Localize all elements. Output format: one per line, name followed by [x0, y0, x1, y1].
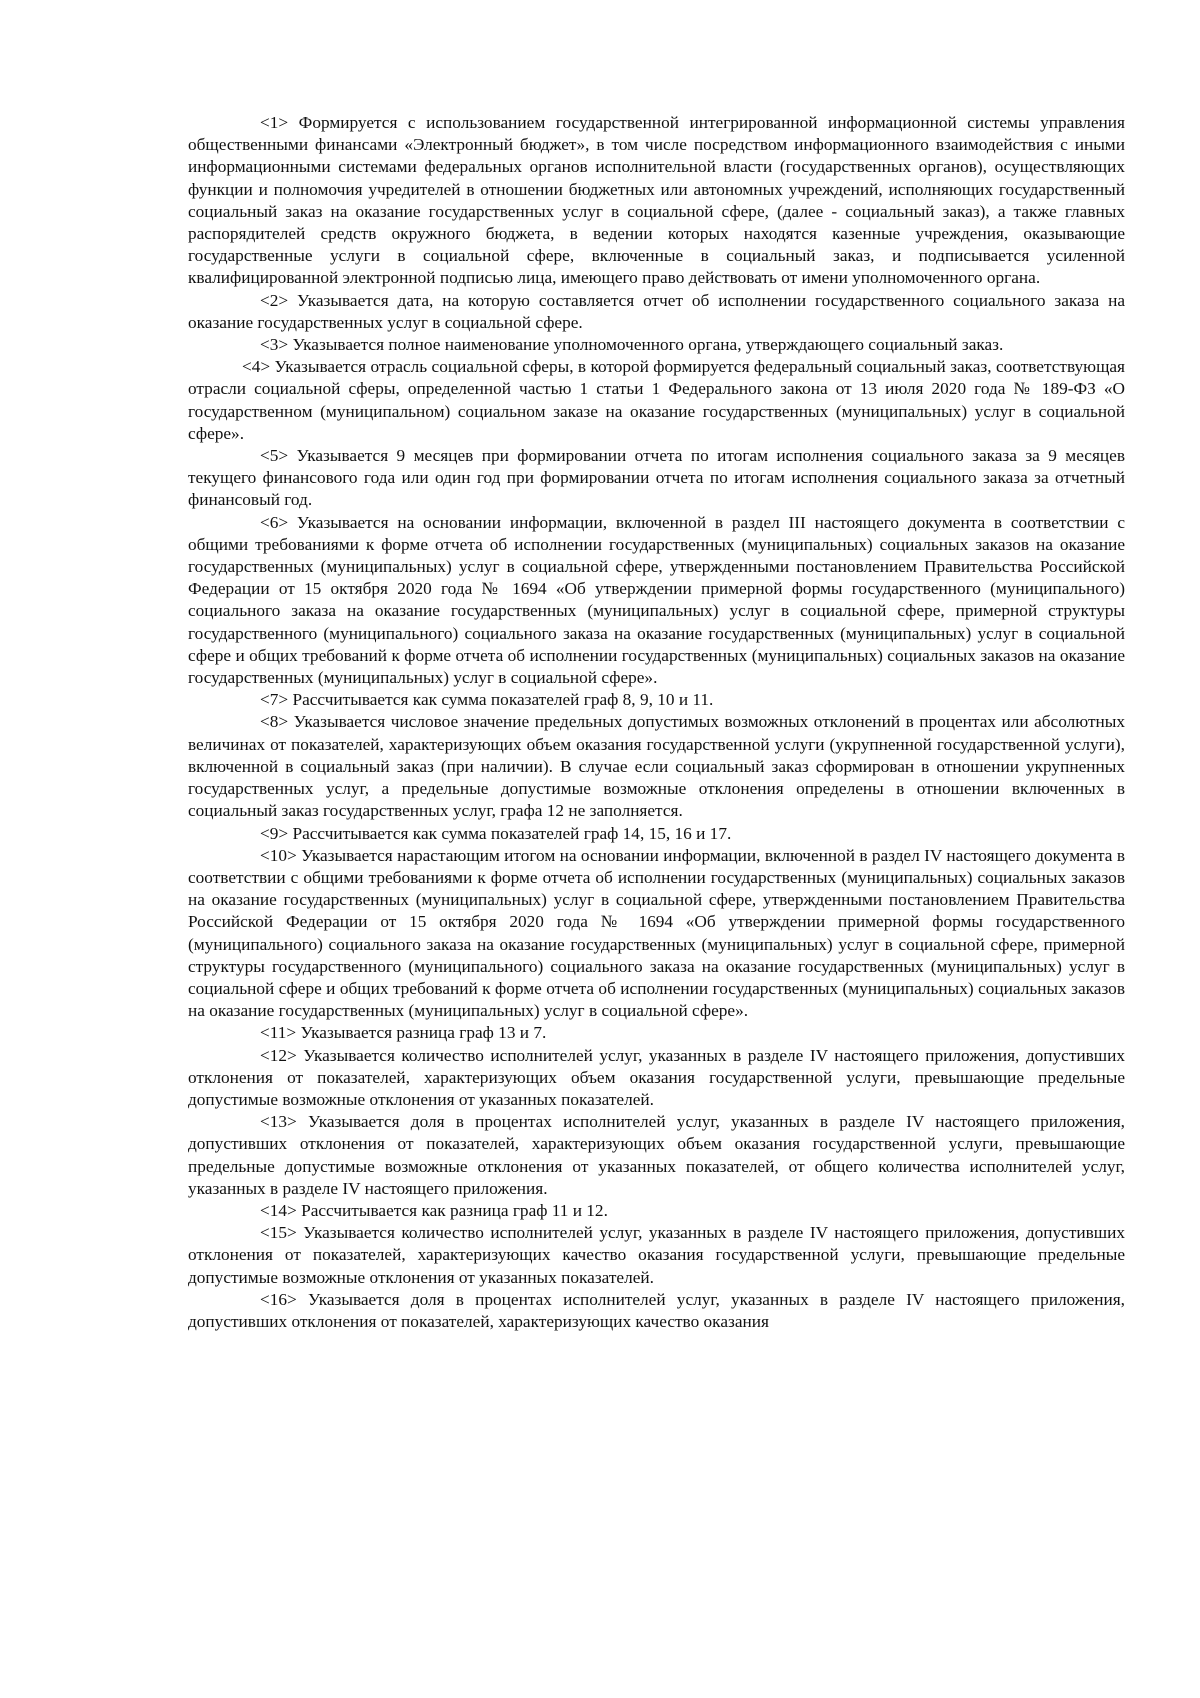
footnote-10: <10> Указывается нарастающим итогом на основании информации, включенной в раздел IV настоящего документа в соответствии с общими требованиями к форме отчета об исполнении государственных (муниципальных) социальных заказов на оказание государственных (муниципальных) услуг в социальной сфере, утвержденными постановлением Правительства Российской Федерации от 15 октября 2020 года № 1694 «Об утверждении примерной формы государственного (муниципального) социального заказа на оказание государственных (муниципальных) услуг в социальной сфере, примерной структуры государственного (муниципального) социального заказа на оказание государственных (муниципальных) услуг в социальной сфере и общих требований к форме отчета об исполнении государственных (муниципальных) социальных заказов на оказание государственных (муниципальных) услуг в социальной сфере». — [188, 845, 1125, 1021]
footnote-3: <3> Указывается полное наименование уполномоченного органа, утверждающего социальный заказ. — [260, 335, 1004, 355]
footnote-16: <16> Указывается доля в процентах исполнителей услуг, указанных в разделе IV настоящего приложения, допустивших отклонения от показателей, характеризующих качество оказания — [188, 1289, 1125, 1331]
footnote-9: <9> Рассчитывается как сумма показателей граф 14, 15, 16 и 17. — [260, 823, 732, 843]
footnote-7: <7> Рассчитывается как сумма показателей граф 8, 9, 10 и 11. — [260, 690, 714, 710]
footnotes-page — [188, 112, 1125, 1333]
footnote-1: <1> Формируется с использованием государственной интегрированной информационной системы управления общественными финансами «Электронный бюджет», в том числе посредством информационного взаимодействия с иными информационными системами федеральных органов исполнительной власти (государственных органов), осуществляющих функции и полномочия учредителей в отношении бюджетных или автономных учреждений, исполняющих государственный социальный заказ на оказание государственных услуг в социальной сфере, (далее - социальный заказ), а также главных распорядителей средств окружного бюджета, в ведении которых находятся казенные учреждения, оказывающие государственные услуги в социальной сфере, включенные в социальный заказ, и подписывается усиленной квалифицированной электронной подписью лица, имеющего право действовать от имени уполномоченного органа. — [188, 113, 1125, 288]
footnote-15: <15> Указывается количество исполнителей услуг, указанных в разделе IV настоящего приложения, допустивших отклонения от показателей, характеризующих качество оказания государственной услуги, превышающие предельные допустимые возможные отклонения от указанных показателей. — [188, 1223, 1125, 1287]
footnote-8: <8> Указывается числовое значение предельных допустимых возможных отклонений в процентах или абсолютных величинах от показателей, характеризующих объем оказания государственной услуги (укрупненной государственной услуги), включенной в социальный заказ (при наличии). В случае если социальный заказ сформирован в отношении укрупненных государственных услуг, а предельные допустимые возможные отклонения определены в отношении включенных в социальный заказ государственных услуг, графа 12 не заполняется. — [188, 712, 1125, 821]
footnote-2: <2> Указывается дата, на которую составляется отчет об исполнении государственного социального заказа на оказание государственных услуг в социальной сфере. — [188, 290, 1125, 332]
footnote-4: <4> Указывается отрасль социальной сферы, в которой формируется федеральный социальный заказ, соответствующая отрасли социальной сферы, определенной частью 1 статьи 1 Федерального закона от 13 июля 2020 года № 189-ФЗ «О государственном (муниципальном) социальном заказе на оказание государственных (муниципальных) услуг в социальной сфере». — [188, 357, 1125, 443]
footnote-12: <12> Указывается количество исполнителей услуг, указанных в разделе IV настоящего приложения, допустивших отклонения от показателей, характеризующих объем оказания государственной услуги, превышающие предельные допустимые возможные отклонения от указанных показателей. — [188, 1045, 1125, 1109]
footnote-5: <5> Указывается 9 месяцев при формировании отчета по итогам исполнения социального заказа за 9 месяцев текущего финансового года или один год при формировании отчета по итогам исполнения социального заказа за отчетный финансовый год. — [188, 446, 1125, 510]
footnote-14: <14> Рассчитывается как разница граф 11 и 12. — [260, 1200, 608, 1220]
footnote-11: <11> Указывается разница граф 13 и 7. — [260, 1023, 547, 1043]
footnote-13: <13> Указывается доля в процентах исполнителей услуг, указанных в разделе IV настоящего приложения, допустивших отклонения от показателей, характеризующих объем оказания государственной услуги, превышающие предельные допустимые возможные отклонения от указанных показателей, от общего количества исполнителей услуг, указанных в разделе IV настоящего приложения. — [188, 1112, 1125, 1198]
footnote-6: <6> Указывается на основании информации, включенной в раздел III настоящего документа в соответствии с общими требованиями к форме отчета об исполнении государственных (муниципальных) социальных заказов на оказание государственных (муниципальных) услуг в социальной сфере, утвержденными постановлением Правительства Российской Федерации от 15 октября 2020 года № 1694 «Об утверждении примерной формы государственного (муниципального) социального заказа на оказание государственных (муниципальных) услуг в социальной сфере, примерной структуры государственного (муниципального) социального заказа на оказание государственных (муниципальных) услуг в социальной сфере и общих требований к форме отчета об исполнении государственных (муниципальных) социальных заказов на оказание государственных (муниципальных) услуг в социальной сфере». — [188, 512, 1125, 688]
